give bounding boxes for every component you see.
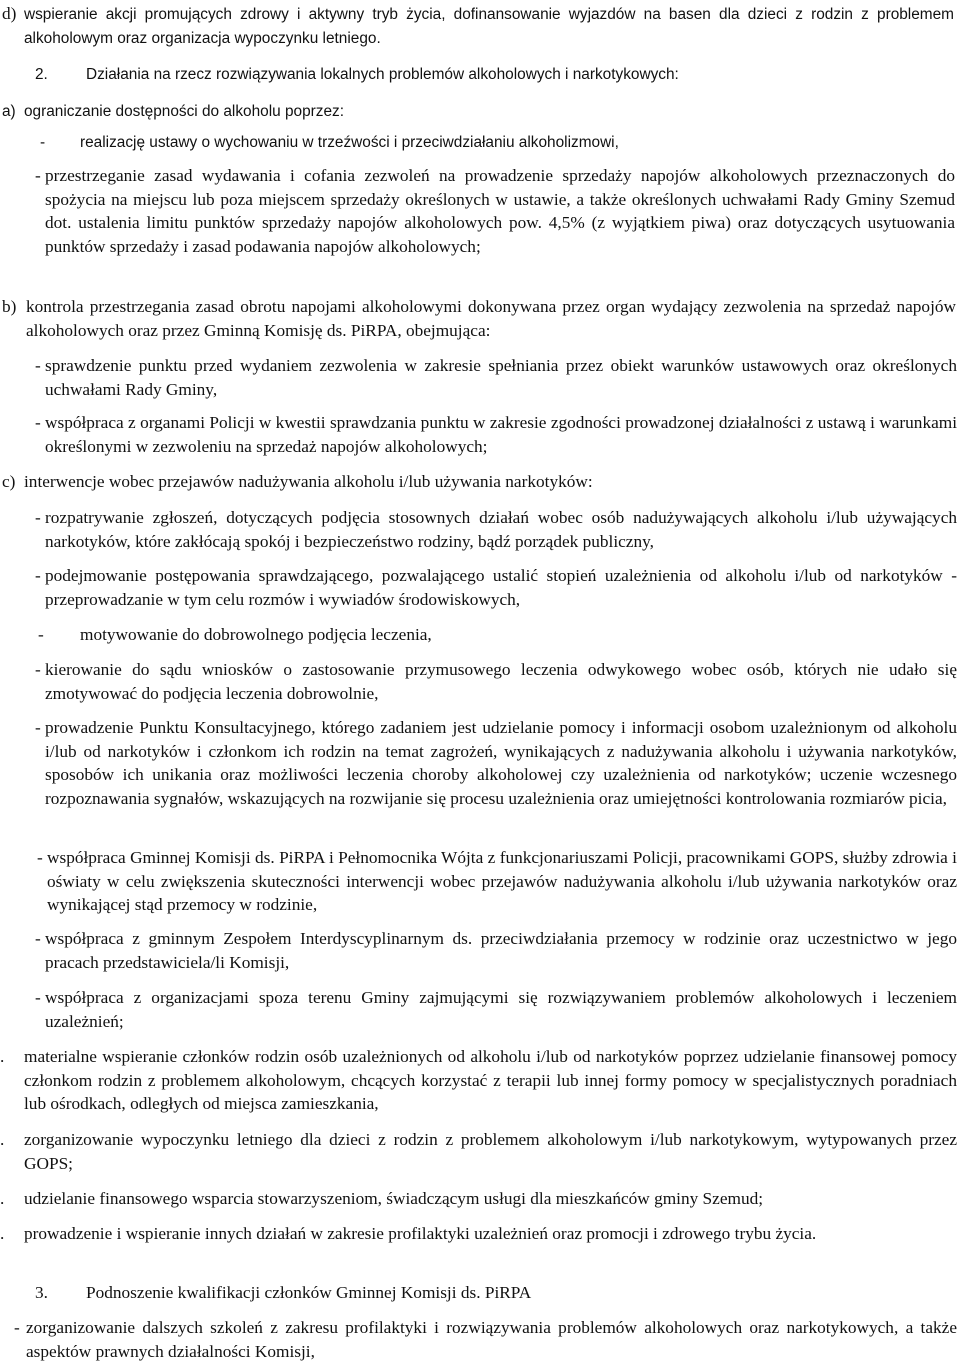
item-c-bullet-2-text: podejmowanie postępowania sprawdzającego, pozwalającego ustalić stopień uzależnienia od alkoholu i/lub od narkotyków - przeprowadzanie w tym celu rozmów i wywiadów środowiskowych, (45, 566, 957, 609)
section-3-title: Podnoszenie kwalifikacji członków Gminnej Komisji ds. PiRPA (86, 1283, 532, 1302)
section-2-title: Działania na rzecz rozwiązywania lokalnych problemów alkoholowych i narkotykowych: (86, 66, 679, 83)
item-c-label: c) (2, 472, 16, 491)
item-b-label: b) (2, 297, 17, 316)
extra-item-3-text: udzielanie finansowego wsparcia stowarzyszeniom, świadczącym usługi dla mieszkańców gminy Szemud; (24, 1189, 764, 1208)
item-c-bullet-4-text: kierowanie do sądu wniosków o zastosowanie przymusowego leczenia odwykowego wobec osób, których nie udało się zmotywować do podjęcia leczenia dobrowolnie, (45, 660, 957, 703)
item-b-text: kontrola przestrzegania zasad obrotu napojami alkoholowymi dokonywana przez organ wydający zezwolenia na sprzedaż napojów alkoholowych oraz przez Gminną Komisję ds. PiRPA, obejmująca: (26, 297, 956, 340)
item-c-bullet-3-text: motywowanie do dobrowolnego podjęcia leczenia, (80, 625, 432, 644)
item-c-bullet-7-text: współpraca z gminnym Zespołem Interdyscyplinarnym ds. przeciwdziałania przemocy w rodzinie oraz uczestnictwo w jego pracach przedstawiciela/li Komisji, (45, 929, 957, 972)
section-3-bullet-1-text: zorganizowanie dalszych szkoleń z zakresu profilaktyki i rozwiązywania problemów alkoholowych oraz narkotykowych, a także aspektów prawnych działalności Komisji, (26, 1318, 957, 1361)
extra-item-4-marker: . (0, 1224, 5, 1243)
item-c-bullet-5-dash: - (35, 718, 41, 737)
extra-item-2-text: zorganizowanie wypoczynku letniego dla dzieci z rodzin z problemem alkoholowym i/lub narkotykowym, wytypowanych przez GOPS; (24, 1130, 957, 1173)
item-c-bullet-1-text: rozpatrywanie zgłoszeń, dotyczących podjęcia stosownych działań wobec osób nadużywających alkoholu i/lub używających narkotyków, które zakłócają spokój i bezpieczeństwo rodziny, bądź porządek publiczny, (45, 508, 957, 551)
item-c-bullet-6-text: współpraca Gminnej Komisji ds. PiRPA i Pełnomocnika Wójta z funkcjonariuszami Policji, pracownikami GOPS, służby zdrowia i oświaty w celu zwiększenia skuteczności interwencji wobec przejawów nadużywania alkoholu i/lub używania narkotyków oraz wynikającej stąd przemocy w rodzinie, (47, 848, 957, 914)
item-c-bullet-4-dash: - (35, 660, 41, 679)
item-c-bullet-1-dash: - (35, 508, 41, 527)
item-c-bullet-8-dash: - (35, 988, 41, 1007)
section-3-bullet-1-dash: - (14, 1318, 20, 1337)
item-c-bullet-5-text: prowadzenie Punktu Konsultacyjnego, którego zadaniem jest udzielanie pomocy i informacji osobom uzależnionym od alkoholu i/lub od narkotyków i członkom ich rodzin na temat zagrożeń, wynikających z nadużywania alkoholu i używania narkotyków, sposobów ich unikania oraz możliwości leczenia choroby alkoholowej czy uzależnienia od narkotyków; uczenie wczesnego rozpoznawania sygnałów, wskazujących na rozwijanie się procesu uzależnienia oraz umiejętności kontrolowania rozmiarów picia, (45, 718, 957, 808)
item-c-text: interwencje wobec przejawów nadużywania alkoholu i/lub używania narkotyków: (24, 472, 593, 491)
section-3-number: 3. (35, 1283, 48, 1302)
item-d-label: d) (2, 4, 17, 23)
extra-item-2-marker: . (0, 1130, 5, 1149)
item-a-text: ograniczanie dostępności do alkoholu poprzez: (24, 103, 344, 120)
extra-item-3-marker: . (0, 1189, 5, 1208)
extra-item-1-text: materialne wspieranie członków rodzin osób uzależnionych od alkoholu i/lub od narkotyków poprzez udzielanie finansowej pomocy członkom rodzin z problemem alkoholowym, chcących korzystać z terapii lub innej formy pomocy w specjalistycznych poradniach lub ośrodkach, odległych od miejsca zamieszkania, (24, 1047, 957, 1113)
extra-item-4-text: prowadzenie i wspieranie innych działań w zakresie profilaktyki uzależnień oraz promocji i zdrowego trybu życia. (24, 1224, 817, 1243)
item-b-bullet-1-text: sprawdzenie punktu przed wydaniem zezwolenia w zakresie spełniania przez obiekt warunków ustawowych oraz określonych uchwałami Rady Gminy, (45, 356, 957, 399)
item-c-bullet-2-dash: - (35, 566, 41, 585)
item-a-bullet-2-dash: - (35, 166, 41, 185)
item-b-bullet-2-text: współpraca z organami Policji w kwestii sprawdzania punktu w zakresie zgodności prowadzonej działalności z ustawą i warunkami określonymi w zezwoleniu na sprzedaż napojów alkoholowych; (45, 413, 957, 456)
extra-item-1-marker: . (0, 1047, 5, 1066)
item-a-label: a) (2, 103, 16, 120)
item-c-bullet-6-dash: - (37, 848, 43, 867)
item-b-bullet-1-dash: - (35, 356, 41, 375)
item-c-bullet-8-text: współpraca z organizacjami spoza terenu Gminy zajmującymi się rozwiązywaniem problemów alkoholowych i leczeniem uzależnień; (45, 988, 957, 1031)
item-b-bullet-2-dash: - (35, 413, 41, 432)
section-2-number: 2. (35, 66, 48, 83)
item-a-bullet-1-dash: - (40, 134, 46, 151)
item-c-bullet-7-dash: - (35, 929, 41, 948)
item-c-bullet-3-dash: - (38, 625, 44, 644)
item-d-text: wspieranie akcji promujących zdrowy i aktywny tryb życia, dofinansowanie wyjazdów na basen dla dzieci z rodzin z problemem alkoholowym oraz organizacja wypoczynku letniego. (24, 6, 954, 47)
item-a-bullet-2-text: przestrzeganie zasad wydawania i cofania zezwoleń na prowadzenie sprzedaży napojów alkoholowych przeznaczonych do spożycia na miejscu lub poza miejscem sprzedaży określonych w ustawie, a także określonych uchwałami Rady Gminy Szemud dot. ustalenia limitu punktów sprzedaży napojów alkoholowych pow. 4,5% (z wyjątkiem piwa) oraz dotyczących usytuowania punktów sprzedaży i zasad podawania napojów alkoholowych; (45, 166, 955, 256)
item-a-bullet-1-text: realizację ustawy o wychowaniu w trzeźwości i przeciwdziałaniu alkoholizmowi, (80, 134, 619, 151)
